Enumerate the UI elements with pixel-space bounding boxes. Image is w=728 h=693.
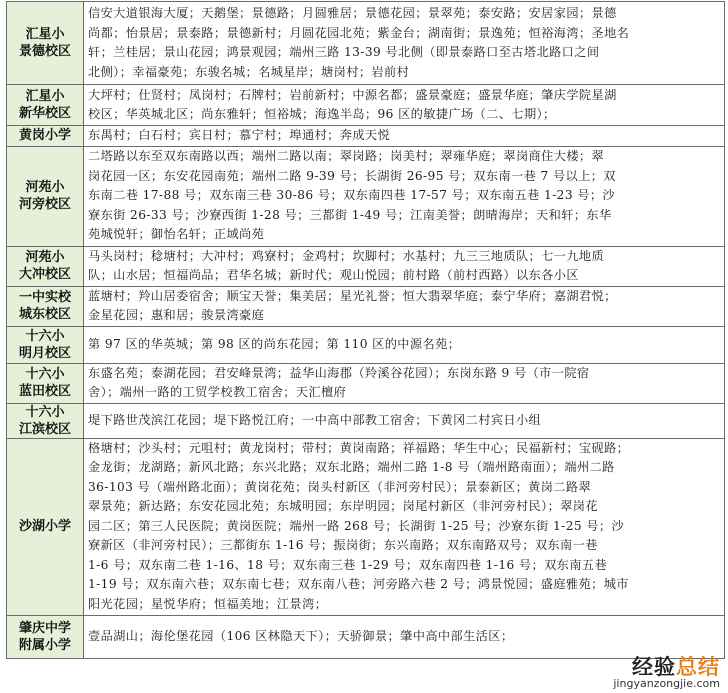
school-name-cell: [7, 126, 84, 147]
catchment-area-line: 大坪村；仕贤村；凤岗村；石牌村；岩前新村；中源名都；盛景豪庭；盛景华庭；肇庆学院星湖: [88, 87, 617, 102]
catchment-area-line: 东盛名苑；泰湖花园；君安峰景湾；益华山海郡（羚溪谷花园）；东岗东路 9 号（市一院宿: [88, 365, 590, 380]
catchment-area-line: 马头岗村；稔塘村；大冲村；鸡寮村；金鸡村；坎脚村；水基村；九三三地质队；七一九地质: [88, 248, 605, 263]
catchment-area-line: 翠景苑；新达路；东安花园北苑；东城明园；东岸明园；岗尾村新区（非河旁村民）；翠岗花: [88, 499, 598, 514]
catchment-area-cell: [84, 363, 725, 403]
school-name-cell: [7, 326, 84, 363]
catchment-area-cell: [84, 2, 725, 85]
catchment-area-cell: [84, 246, 725, 286]
school-name-line: 汇星小: [25, 27, 65, 42]
catchment-area-line: 二塔路以东至双东南路以西；端州二路以南；翠岗路；岗美村；翠雍华庭；翠岗商住大楼；翠: [88, 149, 605, 164]
catchment-area-line: 信安大道银海大厦；天鹅堡；景德路；月圆雅居；景德花园；景翠苑；泰安路；安居家园；景德: [88, 6, 617, 20]
school-name-line: 附属小学: [18, 637, 71, 653]
school-name-cell: [7, 615, 84, 658]
catchment-area-line: 金龙街；龙湖路；新风北路；东兴北路；双东北路；端州二路 1-8 号（端州路南面）；端州二路: [88, 460, 615, 475]
catchment-area-line: 苑城悦轩；御怡名轩；正域尚苑: [88, 227, 265, 242]
watermark-brand-a: 经验: [632, 655, 676, 679]
catchment-area-line: 1-19 号；双东南六巷；双东南七巷；双东南八巷；河旁路六巷 2 号；鸿景悦园；盛庭雅苑；城市: [88, 577, 629, 592]
school-name-line: 一中实校: [18, 290, 71, 305]
catchment-area-cell: [84, 146, 725, 246]
school-name-line: 河苑小: [25, 180, 65, 195]
catchment-area-line: 格塘村；沙头村；元咀村；黄龙岗村；带村；黄岗南路；祥福路；华生中心；民福新村；宝砚路；: [88, 440, 630, 455]
catchment-area-line: 舍）；端州一路的工贸学校教工宿舍；天汇檀府: [88, 385, 347, 399]
table-row: [7, 363, 725, 403]
watermark: [613, 656, 720, 690]
watermark-brand-b: 总结: [676, 655, 720, 679]
catchment-area-cell: [84, 286, 725, 326]
table-row: [7, 2, 725, 85]
table-row: [7, 246, 725, 286]
school-name-line: 十六小: [25, 404, 65, 420]
school-name-line: 十六小: [25, 367, 65, 382]
catchment-area-line: 36-103 号（端州路北面）；黄岗花苑；岗头村新区（非河旁村民）；景泰新区；黄岗二路翠: [88, 479, 592, 494]
catchment-area-line: 岗花园一区；东安花园南苑；端州二路 9-39 号；长湖街 26-95 号；双东南一巷 7 号以上；双: [88, 168, 616, 183]
catchment-area-line: 寮新区（非河旁村民）；三都街东 1-16 号；振岗街；东兴南路；双东南路双号；双东南一巷: [88, 538, 598, 553]
school-name-line: 沙湖小学: [18, 519, 71, 534]
catchment-area-line: 北侧）；幸福豪苑；东骏名城；名城星岸；塘岗村；岩前村: [88, 64, 410, 79]
catchment-area-line: 园二区；第三人民医院；黄岗医院；端州一路 268 号；长湖街 1-25 号；沙寮东街 1-25 号；沙: [88, 518, 625, 533]
catchment-area-line: 蓝塘村；羚山居委宿舍；顺宝天誉；集美居；星光礼誉；恒大翡翠华庭；泰宁华府；嘉湖君悦；: [88, 288, 617, 303]
table-row: [7, 403, 725, 438]
table-row: [7, 85, 725, 126]
school-name-cell: [7, 85, 84, 126]
school-name-line: 大冲校区: [18, 267, 71, 282]
table-row: [7, 615, 725, 658]
school-name-line: 景德校区: [18, 44, 71, 59]
school-name-line: 河苑小: [25, 250, 65, 265]
catchment-area-cell: [84, 403, 725, 438]
table-row: [7, 126, 725, 147]
school-name-line: 十六小: [25, 328, 65, 344]
school-name-cell: [7, 438, 84, 615]
catchment-area-cell: [84, 438, 725, 615]
catchment-area-line: 东禺村；白石村；宾日村；慕宁村；埠通村；奔成天悦: [88, 128, 391, 142]
table-body: [7, 2, 725, 659]
school-name-line: 河旁校区: [18, 197, 71, 212]
catchment-area-line: 金星花园；惠和居；骏景湾豪庭: [88, 308, 265, 322]
table-row: [7, 146, 725, 246]
catchment-area-cell: [84, 326, 725, 363]
catchment-area-line: 阳光花园；星悦华府；恒福美地；江景湾；: [88, 596, 328, 611]
catchment-area-line: 堤下路世茂滨江花园；堤下路悦江府；一中高中部教工宿舍；下黄冈二村宾日小组: [88, 412, 542, 427]
catchment-area-cell: [84, 85, 725, 126]
catchment-area-cell: [84, 615, 725, 658]
table-row: [7, 438, 725, 615]
table-row: [7, 286, 725, 326]
catchment-area-line: 第 97 区的华英城；第 98 区的尚东花园；第 110 区的中源名苑；: [88, 336, 461, 351]
school-name-line: 江滨校区: [18, 421, 71, 437]
catchment-area-line: 队；山水居；恒福尚品；君华名城；新时代；观山悦园；前村路（前村西路）以东各小区: [88, 268, 579, 282]
watermark-brand: [613, 656, 720, 678]
school-name-line: 蓝田校区: [18, 384, 71, 399]
school-name-cell: [7, 286, 84, 326]
school-name-line: 黄岗小学: [18, 128, 71, 144]
catchment-area-line: 1-6 号；双东南二巷 1-16、18 号；双东南三巷 1-29 号；双东南四巷 1-16 号；双东南五巷: [88, 557, 608, 572]
school-name-cell: [7, 403, 84, 438]
catchment-area-line: 轩；兰桂居；景山花园；鸿景观园；端州三路 13-39 号北侧（即景泰路口至古塔北路口之间: [88, 45, 600, 59]
school-name-cell: [7, 246, 84, 286]
catchment-area-cell: [84, 126, 725, 147]
school-name-line: 汇星小: [25, 89, 65, 104]
school-name-line: 新华校区: [18, 106, 71, 121]
school-name-cell: [7, 146, 84, 246]
school-name-line: 城东校区: [18, 307, 71, 322]
catchment-area-line: 尚都；怡景居；景泰路；景德新村；月圆花园北苑；紫金台；湖南街；景逸苑；恒裕海湾；圣地名: [88, 25, 630, 40]
school-name-line: 明月校区: [18, 345, 71, 361]
school-name-line: 肇庆中学: [18, 620, 71, 636]
catchment-area-line: 壹品湖山；海伦堡花园（106 区林隐天下）；天骄御景；肇中高中部生活区；: [88, 628, 514, 643]
table-row: [7, 326, 725, 363]
school-name-cell: [7, 2, 84, 85]
watermark-url: jingyanzongjie.com: [613, 677, 720, 690]
school-district-table: [6, 1, 725, 659]
catchment-area-line: 寮东街 26-33 号；沙寮西街 1-28 号；三都街 1-49 号；江南美誉；朗晴海岸；天和轩；东华: [88, 207, 612, 222]
school-name-cell: [7, 363, 84, 403]
catchment-area-line: 东南二巷 17-88 号；双东南三巷 30-86 号；双东南四巷 17-57 号；双东南五巷 1-23 号；沙: [88, 188, 616, 203]
catchment-area-line: 校区；华英城北区；尚东雅轩；恒裕城；海逸半岛；96 区的敏捷广场（二、七期）；: [88, 107, 556, 121]
